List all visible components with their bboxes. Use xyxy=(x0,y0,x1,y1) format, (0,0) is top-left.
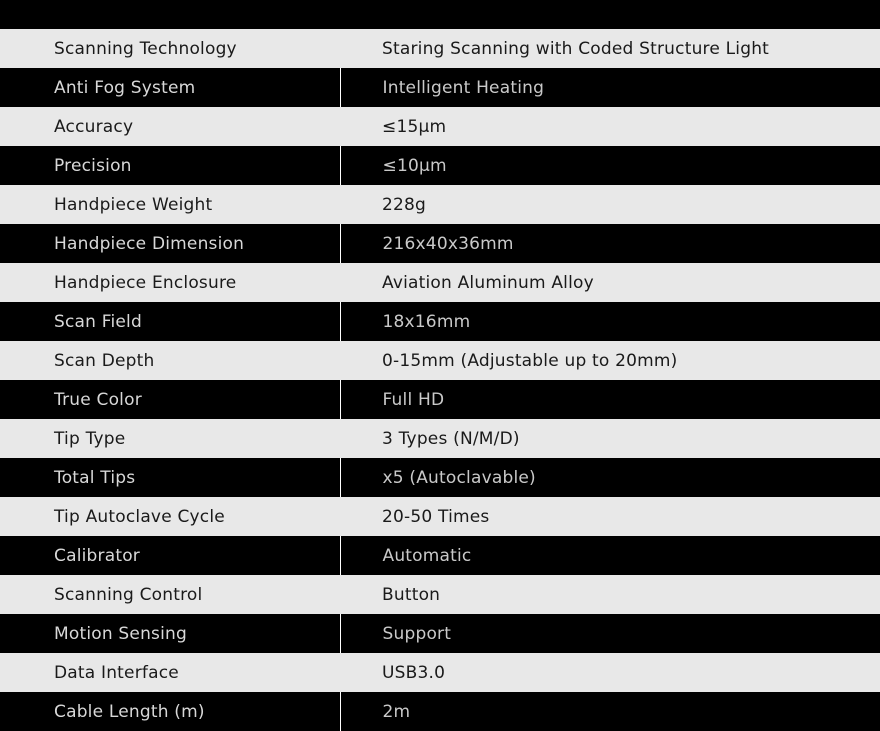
spec-value: Aviation Aluminum Alloy xyxy=(340,263,880,302)
table-row xyxy=(0,107,880,146)
spec-label: Anti Fog System xyxy=(0,68,340,107)
spec-label: Tip Type xyxy=(0,419,340,458)
table-row xyxy=(0,419,880,458)
table-row xyxy=(0,575,880,614)
spec-value: Automatic xyxy=(340,536,880,575)
spec-label: Handpiece Weight xyxy=(0,185,340,224)
spec-label: Scanning Technology xyxy=(0,29,340,68)
spec-value: ≤15μm xyxy=(340,107,880,146)
spec-value: 3 Types (N/M/D) xyxy=(340,419,880,458)
table-row xyxy=(0,653,880,692)
spec-value: Support xyxy=(340,614,880,653)
table-row xyxy=(0,458,880,497)
spec-value: 2m xyxy=(340,692,880,731)
spec-value: Intelligent Heating xyxy=(340,68,880,107)
spec-value: Staring Scanning with Coded Structure Light xyxy=(340,29,880,68)
spec-label: Scanning Control xyxy=(0,575,340,614)
spec-label: Handpiece Enclosure xyxy=(0,263,340,302)
spec-value: 216x40x36mm xyxy=(340,224,880,263)
table-row xyxy=(0,614,880,653)
spec-value: 20-50 Times xyxy=(340,497,880,536)
specifications-table xyxy=(0,29,880,731)
table-row xyxy=(0,692,880,731)
table-row xyxy=(0,341,880,380)
table-row xyxy=(0,29,880,68)
table-row xyxy=(0,302,880,341)
spec-label: Accuracy xyxy=(0,107,340,146)
spec-label: Handpiece Dimension xyxy=(0,224,340,263)
spec-value: 18x16mm xyxy=(340,302,880,341)
top-spacer xyxy=(0,0,880,29)
spec-label: Tip Autoclave Cycle xyxy=(0,497,340,536)
spec-value: ≤10μm xyxy=(340,146,880,185)
spec-label: Cable Length (m) xyxy=(0,692,340,731)
spec-label: True Color xyxy=(0,380,340,419)
table-row xyxy=(0,185,880,224)
table-row xyxy=(0,224,880,263)
spec-value: 0-15mm (Adjustable up to 20mm) xyxy=(340,341,880,380)
table-row xyxy=(0,146,880,185)
table-row xyxy=(0,263,880,302)
spec-value: Button xyxy=(340,575,880,614)
table-row xyxy=(0,536,880,575)
spec-label: Scan Field xyxy=(0,302,340,341)
spec-label: Motion Sensing xyxy=(0,614,340,653)
spec-value: x5 (Autoclavable) xyxy=(340,458,880,497)
spec-label: Data Interface xyxy=(0,653,340,692)
specifications-table-body xyxy=(0,29,880,731)
spec-value: 228g xyxy=(340,185,880,224)
spec-label: Precision xyxy=(0,146,340,185)
table-row xyxy=(0,68,880,107)
table-row xyxy=(0,380,880,419)
spec-label: Calibrator xyxy=(0,536,340,575)
spec-label: Total Tips xyxy=(0,458,340,497)
spec-value: USB3.0 xyxy=(340,653,880,692)
spec-value: Full HD xyxy=(340,380,880,419)
table-row xyxy=(0,497,880,536)
spec-label: Scan Depth xyxy=(0,341,340,380)
